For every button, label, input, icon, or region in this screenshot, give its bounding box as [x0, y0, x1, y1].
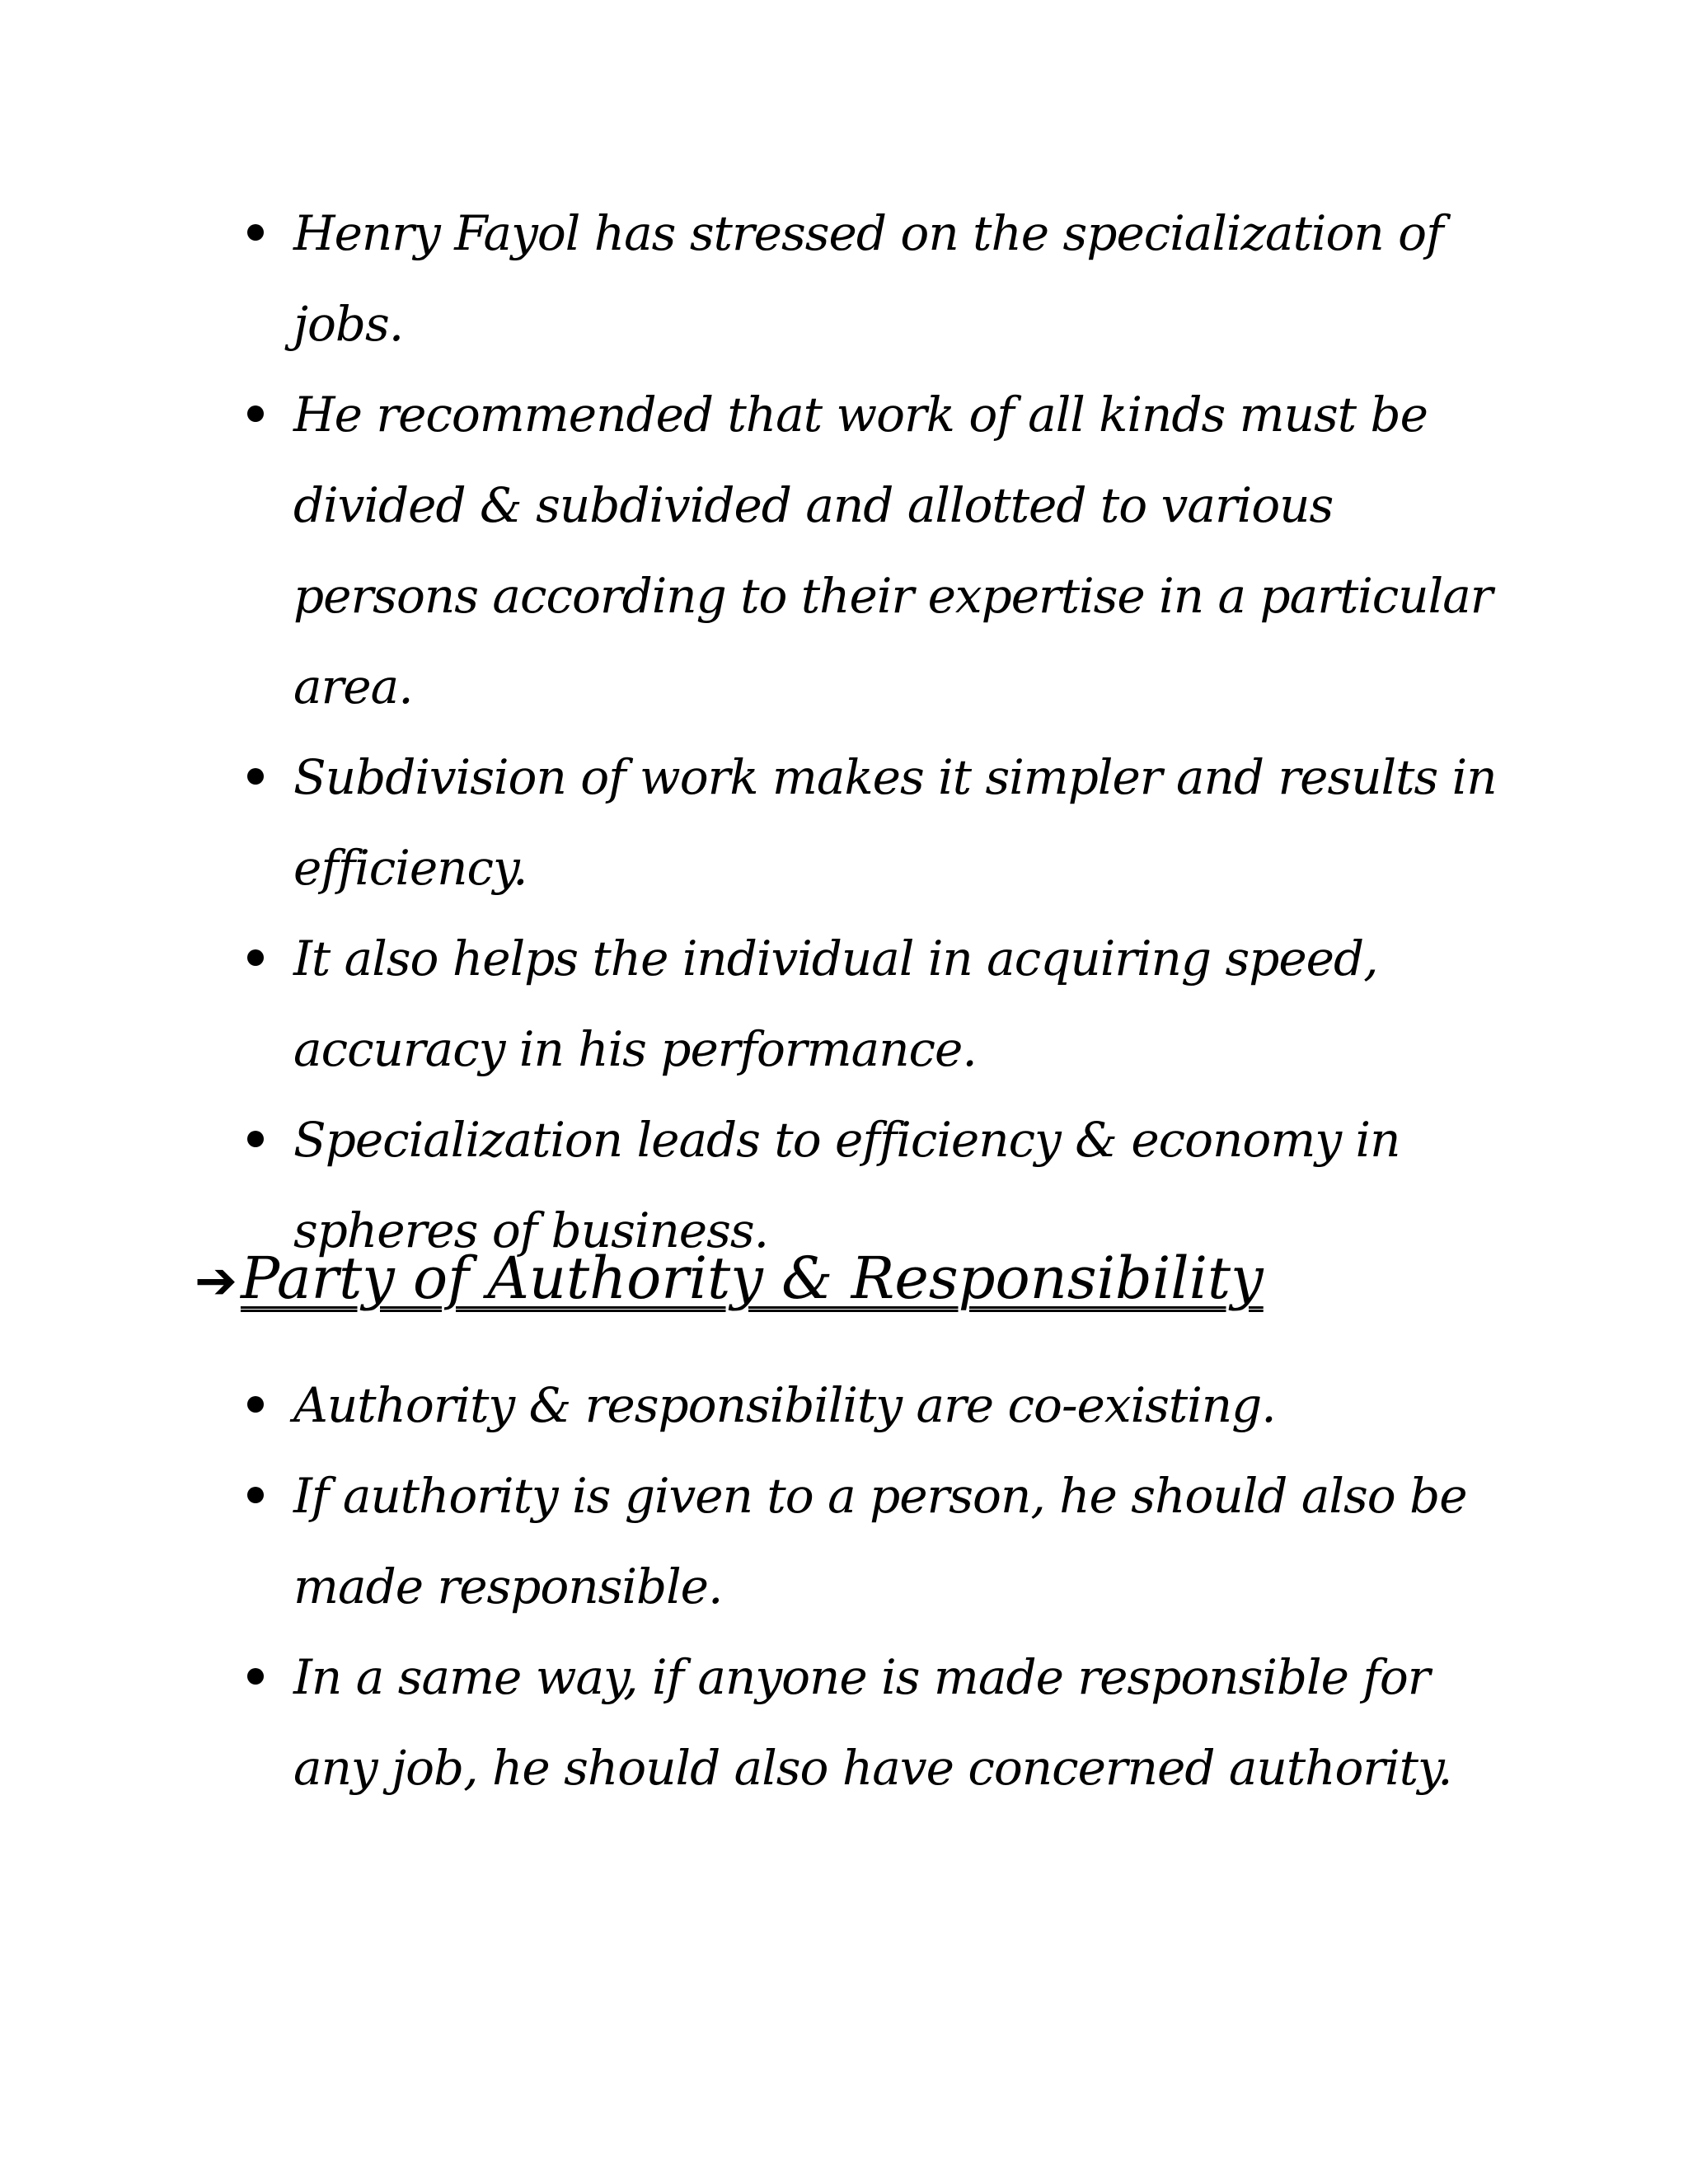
section-heading-title: Party of Authority & Responsibility: [240, 1244, 1264, 1312]
list-item: [247, 732, 1500, 913]
section-heading: [195, 1233, 1264, 1326]
list-item-text: He recommended that work of all kinds must be divided & subdivided and allotted to various persons according to their expertise in a particular area.: [293, 387, 1493, 715]
bullet-icon: [247, 224, 264, 241]
list-item-text: Henry Fayol has stressed on the specialization of jobs.: [293, 205, 1443, 352]
bullet-list-authority: [247, 1360, 1500, 1813]
bullet-icon: [247, 768, 264, 785]
bullet-icon: [247, 405, 264, 422]
list-item-text: In a same way, if anyone is made responsible for any job, he should also have concerned authority.: [293, 1649, 1452, 1796]
list-item: [247, 369, 1500, 732]
list-item-text: It also helps the individual in acquiring speed, accuracy in his performance.: [293, 930, 1378, 1077]
bullet-list-specialization: [247, 188, 1500, 1276]
bullet-icon: [247, 1396, 264, 1413]
bullet-icon: [247, 1668, 264, 1685]
bullet-icon: [247, 1131, 264, 1147]
list-item: [247, 1632, 1500, 1813]
list-item: [247, 913, 1500, 1094]
list-item: [247, 1451, 1500, 1632]
list-item-text: Authority & responsibility are co-existing.: [293, 1377, 1276, 1433]
bullet-icon: [247, 1487, 264, 1503]
right-arrow-icon: ➔: [195, 1250, 237, 1310]
list-item-text: Subdivision of work makes it simpler and results in efficiency.: [293, 749, 1497, 896]
list-item: [247, 188, 1500, 369]
bullet-icon: [247, 949, 264, 966]
list-item: [247, 1360, 1500, 1451]
list-item-text: If authority is given to a person, he should also be made responsible.: [293, 1468, 1467, 1615]
list-item-text: Specialization leads to efficiency & economy in spheres of business.: [293, 1112, 1400, 1258]
